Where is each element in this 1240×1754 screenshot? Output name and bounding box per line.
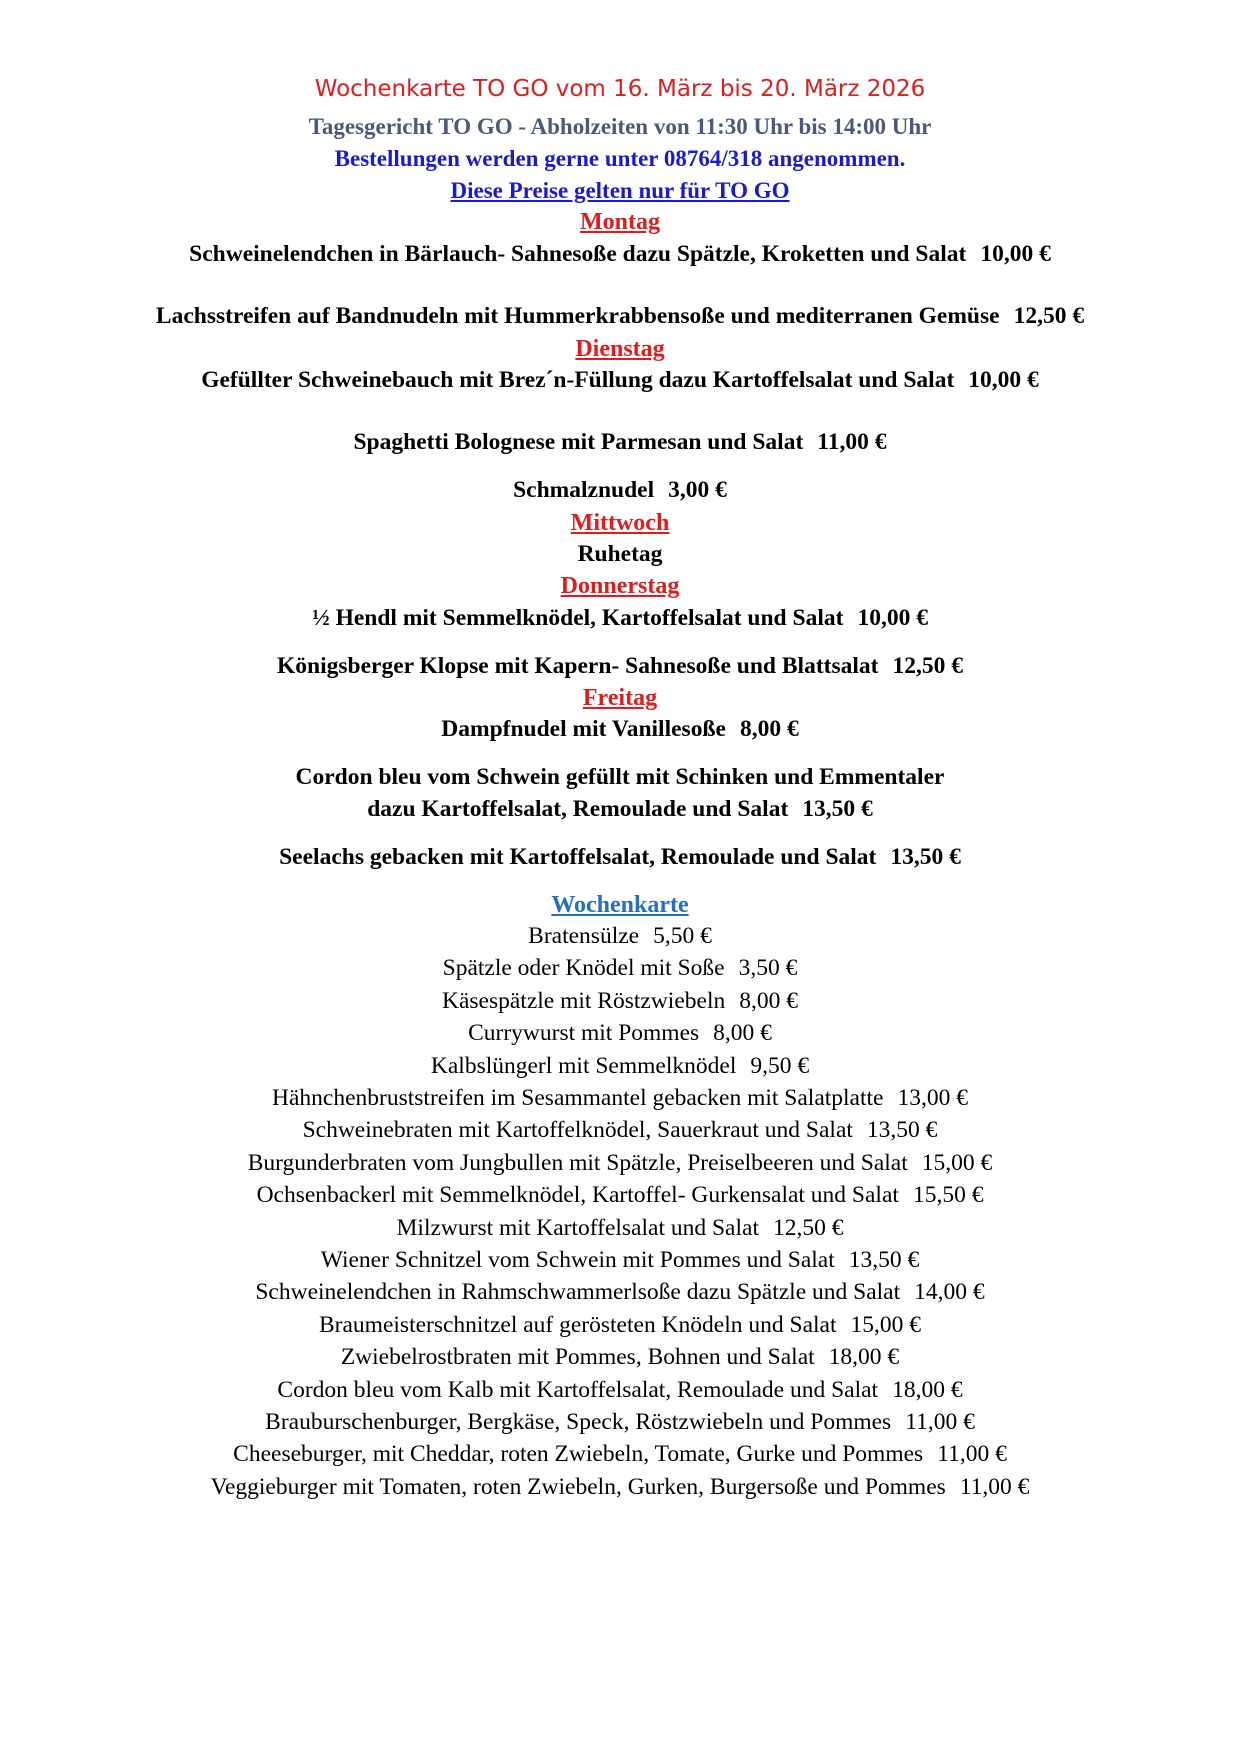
day-heading-dienstag: Dienstag: [575, 336, 665, 362]
wochenkarte-item: [0, 1085, 1240, 1112]
wochenkarte-item-price: 11,00 €: [959, 1473, 1030, 1500]
wochenkarte-item-price: 11,00 €: [937, 1441, 1007, 1468]
wochenkarte-item: [0, 1182, 1240, 1209]
wochenkarte-item-price: 8,00 €: [713, 1020, 772, 1047]
dish-name-line1: Cordon bleu vom Schwein gefüllt mit Schinken und Emmentaler: [295, 764, 945, 790]
wochenkarte-item-name: Spätzle oder Knödel mit Soße: [442, 955, 725, 982]
wochenkarte-item: [0, 1312, 1240, 1339]
wochenkarte-item-price: 18,00 €: [892, 1376, 963, 1403]
wochenkarte-item: [0, 1215, 1240, 1242]
dish-item: [0, 303, 1240, 330]
wochenkarte-item: [0, 1020, 1240, 1047]
wochenkarte-item-price: 14,00 €: [914, 1279, 985, 1306]
wochenkarte-item-name: Schweinebraten mit Kartoffelknödel, Sauerkraut und Salat: [302, 1117, 853, 1144]
wochenkarte-item-price: 5,50 €: [653, 923, 712, 949]
dish-item: [0, 605, 1240, 632]
dish-item: [0, 367, 1240, 394]
wochenkarte-item-name: Currywurst mit Pommes: [468, 1020, 700, 1047]
dish-price: 13,50 €: [890, 844, 961, 870]
dish-price: 10,00 €: [968, 367, 1039, 393]
dish-item: [0, 241, 1240, 268]
dish-name: Spaghetti Bolognese mit Parmesan und Salat: [353, 429, 804, 455]
wochenkarte-item-name: Bratensülze: [528, 923, 640, 949]
wochenkarte-item-price: 15,00 €: [850, 1311, 921, 1338]
wochenkarte-item: [0, 1409, 1240, 1436]
wochenkarte-item: [0, 923, 1240, 950]
wochenkarte-item: [0, 1150, 1240, 1177]
wochenkarte-item-name: Wiener Schnitzel vom Schwein mit Pommes und Salat: [320, 1247, 835, 1273]
dish-price: 8,00 €: [739, 716, 799, 742]
wochenkarte-item-name: Hähnchenbruststreifen im Sesammantel gebacken mit Salatplatte: [272, 1085, 884, 1111]
wochenkarte-item: [0, 1474, 1240, 1501]
wochenkarte-item-name: Cheeseburger, mit Cheddar, roten Zwiebeln, Tomate, Gurke und Pommes: [233, 1441, 924, 1468]
price-note: Diese Preise gelten nur für TO GO: [450, 178, 790, 203]
wochenkarte-item: [0, 1053, 1240, 1080]
dish-name: Lachsstreifen auf Bandnudeln mit Hummerkrabbensoße und mediterranen Gemüse: [155, 303, 1000, 329]
wochenkarte-item-price: 9,50 €: [750, 1052, 810, 1079]
dish-name: ½ Hendl mit Semmelknödel, Kartoffelsalat und Salat: [312, 605, 844, 631]
wochenkarte-item-name: Kalbslüngerl mit Semmelknödel: [430, 1052, 737, 1079]
dish-price: 10,00 €: [980, 241, 1051, 267]
wochenkarte-item: [0, 1279, 1240, 1306]
dish-price: 12,50 €: [1013, 303, 1085, 329]
wochenkarte-item-price: 11,00 €: [905, 1409, 975, 1435]
wochenkarte-item-name: Burgunderbraten vom Jungbullen mit Spätzle, Preiselbeeren und Salat: [247, 1149, 908, 1176]
wochenkarte-item-name: Ochsenbackerl mit Semmelknödel, Kartoffel- Gurkensalat und Salat: [256, 1182, 899, 1209]
dish-name-line2: dazu Kartoffelsalat, Remoulade und Salat: [367, 796, 789, 822]
day-heading-montag: Montag: [580, 209, 660, 235]
dish-item: [0, 844, 1240, 871]
wochenkarte-item-name: Zwiebelrostbraten mit Pommes, Bohnen und Salat: [340, 1344, 815, 1371]
order-phone-note: Bestellungen werden gerne unter 08764/318 angenommen.: [334, 146, 906, 171]
wochenkarte-item-price: 15,50 €: [912, 1182, 984, 1209]
wochenkarte-heading: Wochenkarte: [551, 892, 689, 918]
wochenkarte-item-name: Schweinelendchen in Rahmschwammerlsoße dazu Spätzle und Salat: [255, 1279, 901, 1306]
dish-price: 12,50 €: [892, 653, 963, 679]
dish-price: 13,50 €: [802, 796, 873, 822]
dish-price: 10,00 €: [857, 605, 928, 631]
wochenkarte-item: [0, 955, 1240, 982]
wochenkarte-item-price: 18,00 €: [828, 1344, 900, 1371]
dish-price: 3,00 €: [668, 477, 727, 503]
dish-name: Schweinelendchen in Bärlauch- Sahnesoße dazu Spätzle, Kroketten und Salat: [189, 241, 967, 267]
menu-title: Wochenkarte TO GO vom 16. März bis 20. März 2026: [314, 76, 926, 102]
wochenkarte-item-price: 3,50 €: [738, 955, 798, 982]
day-heading-mittwoch: Mittwoch: [570, 510, 670, 536]
wochenkarte-item-price: 12,50 €: [772, 1214, 844, 1241]
wochenkarte-item: [0, 1247, 1240, 1274]
wochenkarte-item-name: Käsespätzle mit Röstzwiebeln: [442, 987, 726, 1014]
day-heading-freitag: Freitag: [582, 685, 658, 711]
wochenkarte-item-name: Braumeisterschnitzel auf gerösteten Knödeln und Salat: [319, 1311, 837, 1338]
wochenkarte-item: [0, 1441, 1240, 1468]
dish-name: Dampfnudel mit Vanillesoße: [441, 716, 726, 742]
wochenkarte-item-price: 13,50 €: [848, 1247, 920, 1273]
rest-day-note: Ruhetag: [577, 541, 663, 567]
dish-item: [0, 716, 1240, 743]
wochenkarte-item-price: 8,00 €: [739, 987, 798, 1014]
wochenkarte-item: [0, 1344, 1240, 1371]
wochenkarte-item-price: 13,00 €: [897, 1085, 968, 1111]
dish-name: Seelachs gebacken mit Kartoffelsalat, Remoulade und Salat: [279, 844, 877, 870]
dish-item: [0, 429, 1240, 456]
pickup-times: Tagesgericht TO GO - Abholzeiten von 11:30 Uhr bis 14:00 Uhr: [308, 114, 932, 139]
wochenkarte-item-name: Veggieburger mit Tomaten, roten Zwiebeln, Gurken, Burgersoße und Pommes: [210, 1473, 946, 1500]
wochenkarte-item-name: Milzwurst mit Kartoffelsalat und Salat: [396, 1214, 759, 1241]
dish-name: Gefüllter Schweinebauch mit Brez´n-Füllung dazu Kartoffelsalat und Salat: [201, 367, 955, 393]
wochenkarte-item-name: Brauburschenburger, Bergkäse, Speck, Röstzwiebeln und Pommes: [265, 1409, 892, 1435]
dish-name: Königsberger Klopse mit Kapern- Sahnesoße und Blattsalat: [277, 653, 879, 679]
wochenkarte-item-price: 13,50 €: [866, 1117, 938, 1144]
dish-price: 11,00 €: [817, 429, 887, 455]
wochenkarte-item-price: 15,00 €: [921, 1149, 993, 1176]
dish-item: [0, 796, 1240, 823]
dish-name: Schmalznudel: [513, 477, 655, 503]
wochenkarte-item-name: Cordon bleu vom Kalb mit Kartoffelsalat, Remoulade und Salat: [277, 1376, 879, 1403]
dish-item: [0, 477, 1240, 504]
wochenkarte-item: [0, 1117, 1240, 1144]
wochenkarte-item: [0, 988, 1240, 1015]
wochenkarte-item: [0, 1377, 1240, 1404]
dish-item: [0, 653, 1240, 680]
day-heading-donnerstag: Donnerstag: [560, 573, 680, 599]
